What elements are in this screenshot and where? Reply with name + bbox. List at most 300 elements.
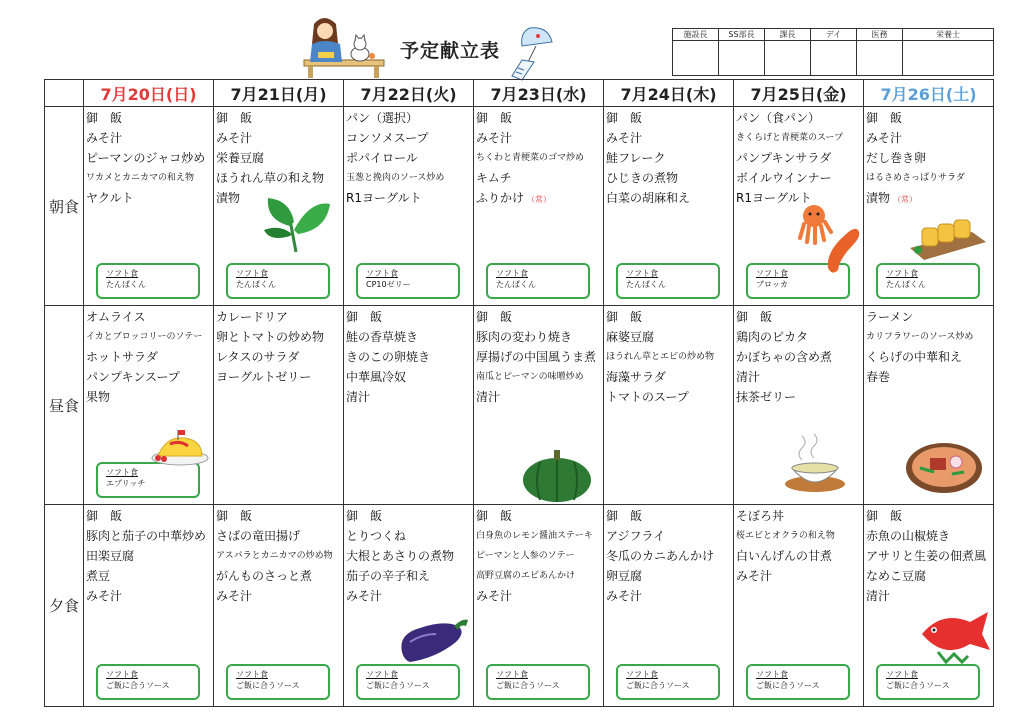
day-header: 7月26日(土) — [864, 80, 994, 107]
menu-item-text: 御 飯 — [736, 310, 773, 324]
day-header: 7月25日(金) — [734, 80, 864, 107]
menu-item-text: アサリと生姜の佃煮風 — [866, 549, 987, 563]
soft-food-label: ソフト食 — [756, 269, 788, 278]
menu-item-text: 豚肉の変わり焼き — [476, 330, 573, 344]
menu-item — [86, 188, 211, 208]
menu-item-text: 御 飯 — [216, 509, 253, 523]
soft-food-value: ご飯に合うソース — [106, 681, 170, 690]
menu-item — [606, 566, 731, 586]
menu-item — [346, 327, 471, 347]
menu-item — [866, 128, 991, 148]
menu-item — [216, 546, 341, 566]
spinach-illustration — [260, 190, 334, 260]
menu-item — [606, 188, 731, 208]
menu-cell — [864, 107, 994, 306]
menu-item-text: 桜エビとオクラの和え物 — [736, 531, 835, 541]
menu-item-text: 麻婆豆腐 — [606, 330, 655, 344]
soft-food-value: ご飯に合うソース — [626, 681, 690, 690]
menu-item-text: 御 飯 — [86, 111, 123, 125]
soft-food-value: たんぱくん — [886, 280, 926, 289]
menu-item — [736, 387, 861, 407]
soft-food-box — [486, 263, 590, 299]
menu-item — [346, 128, 471, 148]
corner-cell — [45, 80, 84, 107]
soft-food-value: ご飯に合うソース — [886, 681, 950, 690]
soup-bowl-illustration — [780, 432, 850, 498]
menu-item-text: ヨーグルトゼリー — [216, 370, 312, 384]
dashimaki-egg-illustration — [908, 214, 988, 268]
menu-item-text: 煮豆 — [86, 569, 111, 583]
approval-label: 栄養士 — [903, 29, 994, 41]
menu-item — [606, 307, 731, 327]
menu-table — [44, 79, 994, 707]
menu-item — [736, 108, 861, 128]
menu-item-text: 果物 — [86, 390, 111, 404]
soft-food-value: ご飯に合うソース — [756, 681, 820, 690]
menu-item — [476, 188, 601, 210]
menu-item-text: パン（選択） — [346, 111, 419, 125]
soft-food-value: たんぱくん — [496, 280, 536, 289]
menu-item-text: みそ汁 — [606, 589, 643, 603]
menu-item-text: 春巻 — [866, 370, 891, 384]
menu-item — [86, 566, 211, 586]
approval-box — [765, 41, 811, 76]
menu-item-text: 栄養豆腐 — [216, 151, 265, 165]
day-header: 7月22日(火) — [344, 80, 474, 107]
omurice-illustration — [146, 428, 210, 472]
menu-item-text: ポパイロール — [346, 151, 418, 165]
menu-item — [216, 347, 341, 367]
menu-item — [736, 128, 861, 148]
menu-item — [866, 307, 991, 327]
menu-item — [606, 526, 731, 546]
menu-item-text: 漬物 — [866, 191, 891, 205]
menu-item-list — [734, 505, 863, 586]
menu-item-text: ピーマンのジャコ炒め — [86, 151, 206, 165]
menu-item — [476, 148, 601, 168]
menu-item-text: ピーマンと人参のソテー — [476, 551, 575, 561]
menu-item — [606, 327, 731, 347]
meal-row — [45, 505, 994, 707]
menu-item-text: 冬瓜のカニあんかけ — [606, 549, 715, 563]
eggplant-illustration — [396, 612, 472, 668]
menu-item — [866, 506, 991, 526]
menu-item — [736, 526, 861, 546]
menu-cell — [474, 505, 604, 707]
menu-item — [866, 188, 991, 210]
menu-item-list — [734, 107, 863, 208]
menu-item — [866, 566, 991, 586]
soft-food-box — [226, 263, 330, 299]
menu-item — [476, 128, 601, 148]
soft-food-label: ソフト食 — [496, 670, 528, 679]
soft-food-value: ブロッカ — [756, 280, 788, 289]
menu-cell — [84, 306, 214, 505]
menu-item-text: 清汁 — [736, 370, 761, 384]
menu-item — [736, 506, 861, 526]
menu-item — [86, 586, 211, 606]
menu-item-text: 中華風冷奴 — [346, 370, 407, 384]
menu-item-text: そぼろ丼 — [736, 509, 785, 523]
menu-item — [606, 506, 731, 526]
approval-box — [903, 41, 994, 76]
menu-item-text: 御 飯 — [346, 509, 383, 523]
soft-food-box — [876, 263, 980, 299]
menu-item — [86, 546, 211, 566]
menu-item-list — [604, 107, 733, 208]
menu-item — [346, 168, 471, 188]
menu-item-text: 卵豆腐 — [606, 569, 643, 583]
menu-item-list — [864, 505, 993, 606]
menu-item-text: 大根とあさりの煮物 — [346, 549, 455, 563]
menu-item — [476, 168, 601, 188]
day-header: 7月24日(木) — [604, 80, 734, 107]
menu-item — [606, 546, 731, 566]
menu-item — [476, 387, 601, 407]
menu-item-text: 御 飯 — [606, 509, 643, 523]
menu-item-text: なめこ豆腐 — [866, 569, 927, 583]
menu-item-text: さばの竜田揚げ — [216, 529, 301, 543]
soft-food-label: ソフト食 — [886, 269, 918, 278]
menu-item-list — [474, 306, 603, 407]
menu-item-text: 清汁 — [346, 390, 371, 404]
menu-item — [216, 168, 341, 188]
menu-item-text: みそ汁 — [866, 131, 903, 145]
menu-item-text: パンプキンスープ — [86, 370, 180, 384]
approval-label: 施設長 — [673, 29, 719, 41]
menu-item — [866, 108, 991, 128]
menu-item-list — [214, 306, 343, 387]
soft-food-value: エプリッチ — [106, 479, 146, 488]
menu-item — [866, 367, 991, 387]
soft-food-box — [96, 664, 200, 700]
menu-cell — [604, 306, 734, 505]
menu-cell — [344, 107, 474, 306]
menu-item — [346, 387, 471, 407]
menu-item — [476, 108, 601, 128]
menu-item-list — [344, 306, 473, 407]
menu-item-text: 抹茶ゼリー — [736, 390, 797, 404]
menu-item — [86, 168, 211, 188]
soft-food-box — [226, 664, 330, 700]
menu-item-text: オムライス — [86, 310, 146, 324]
menu-item-text: ふりかけ — [476, 191, 525, 205]
menu-item-list — [214, 505, 343, 606]
menu-item — [216, 566, 341, 586]
soft-food-label: ソフト食 — [236, 670, 268, 679]
menu-item — [86, 128, 211, 148]
menu-item-list — [604, 505, 733, 606]
menu-item-text: 清汁 — [476, 390, 501, 404]
menu-item-list — [344, 107, 473, 208]
menu-item-text: ボイルウインナー — [736, 171, 832, 185]
soft-food-label: ソフト食 — [756, 670, 788, 679]
menu-item-text: ちくわと青梗菜のゴマ炒め — [476, 153, 585, 163]
menu-item-list — [474, 107, 603, 210]
approval-label: デイ — [811, 29, 857, 41]
meal-label: 朝食 — [45, 107, 84, 306]
menu-item-text: きのこの卵焼き — [346, 350, 431, 364]
menu-item-text: きくらげと青梗菜のスープ — [736, 133, 844, 143]
menu-item — [216, 586, 341, 606]
menu-item-text: みそ汁 — [476, 589, 513, 603]
approval-box — [811, 41, 857, 76]
menu-item-text: 漬物 — [216, 191, 241, 205]
soft-food-value: たんぱくん — [236, 280, 276, 289]
meal-label: 夕食 — [45, 505, 84, 707]
menu-item — [476, 586, 601, 606]
menu-item — [216, 307, 341, 327]
menu-item — [346, 526, 471, 546]
menu-item — [346, 108, 471, 128]
menu-cell — [604, 505, 734, 707]
menu-item-text: 御 飯 — [86, 509, 123, 523]
menu-item — [866, 168, 991, 188]
menu-item-text: 御 飯 — [606, 111, 643, 125]
approval-label: 医務 — [857, 29, 903, 41]
menu-item — [736, 367, 861, 387]
soft-food-box — [746, 664, 850, 700]
menu-item-text: 御 飯 — [606, 310, 643, 324]
menu-item-text: ホットサラダ — [86, 350, 158, 364]
soft-food-label: ソフト食 — [496, 269, 528, 278]
day-header: 7月20日(日) — [84, 80, 214, 107]
menu-item — [346, 148, 471, 168]
menu-item — [866, 526, 991, 546]
menu-item-text: ラーメン — [866, 310, 914, 324]
menu-item — [216, 506, 341, 526]
regular-diet-note: （常） — [893, 195, 918, 204]
menu-item-text: カレードリア — [216, 310, 289, 324]
menu-cell — [214, 306, 344, 505]
approval-box — [857, 41, 903, 76]
menu-item-text: ヤクルト — [86, 191, 134, 205]
menu-item — [216, 128, 341, 148]
menu-cell — [214, 505, 344, 707]
menu-cell — [344, 306, 474, 505]
soft-food-box — [616, 664, 720, 700]
soft-food-value: CP10ゼリー — [366, 280, 411, 289]
soft-food-label: ソフト食 — [626, 670, 658, 679]
menu-item-text: 鶏肉のピカタ — [736, 330, 809, 344]
menu-item — [736, 168, 861, 188]
menu-item — [866, 148, 991, 168]
soft-food-box — [356, 664, 460, 700]
meal-label: 昼食 — [45, 306, 84, 505]
menu-item-text: 白菜の胡麻和え — [606, 191, 691, 205]
menu-item-text: みそ汁 — [476, 131, 513, 145]
menu-item-text: 赤魚の山椒焼き — [866, 529, 951, 543]
menu-item — [866, 546, 991, 566]
menu-item — [736, 307, 861, 327]
menu-cell — [84, 505, 214, 707]
menu-item-text: 鮭の香草焼き — [346, 330, 419, 344]
menu-item-text: ほうれん草の和え物 — [216, 171, 325, 185]
menu-item-text: 厚揚げの中国風うま煮 — [476, 350, 597, 364]
girl-cat-illustration — [302, 14, 386, 84]
soft-food-label: ソフト食 — [236, 269, 268, 278]
menu-item-text: アスパラとカニカマの炒め物 — [216, 551, 333, 561]
soft-food-box — [616, 263, 720, 299]
approval-label: SS部長 — [719, 29, 765, 41]
menu-item — [216, 367, 341, 387]
menu-item — [216, 148, 341, 168]
menu-item — [476, 546, 601, 566]
menu-item — [346, 546, 471, 566]
menu-item-list — [734, 306, 863, 407]
menu-item-text: 御 飯 — [476, 111, 513, 125]
menu-item-text: 白身魚のレモン醤油ステーキ — [476, 531, 593, 541]
header-row — [45, 80, 994, 107]
meal-row — [45, 306, 994, 505]
soft-food-label: ソフト食 — [106, 670, 138, 679]
soft-food-label: ソフト食 — [626, 269, 658, 278]
menu-item-text: 茄子の辛子和え — [346, 569, 431, 583]
menu-cell — [474, 107, 604, 306]
approval-box — [673, 41, 719, 76]
menu-item — [606, 128, 731, 148]
menu-item — [476, 307, 601, 327]
menu-item-text: レタスのサラダ — [216, 350, 300, 364]
menu-item-text: 鮭フレーク — [606, 151, 666, 165]
menu-item-text: とりつくね — [346, 529, 407, 543]
menu-item-text: みそ汁 — [736, 569, 773, 583]
menu-item — [866, 347, 991, 367]
day-header: 7月21日(月) — [214, 80, 344, 107]
menu-item — [346, 506, 471, 526]
menu-item-text: くらげの中華和え — [866, 350, 963, 364]
menu-item — [216, 108, 341, 128]
menu-item — [736, 347, 861, 367]
menu-item-text: みそ汁 — [606, 131, 643, 145]
menu-item-text: ほうれん草とエビの炒め物 — [606, 352, 715, 362]
menu-cell — [84, 107, 214, 306]
menu-item — [606, 347, 731, 367]
menu-item-text: トマトのスープ — [606, 390, 689, 404]
approval-stamp-table — [672, 28, 994, 76]
menu-item — [476, 566, 601, 586]
menu-item-text: ひじきの煮物 — [606, 171, 679, 185]
soft-food-label: ソフト食 — [366, 670, 398, 679]
menu-item — [86, 148, 211, 168]
menu-item-text: だし巻き卵 — [866, 151, 927, 165]
menu-item-text: 田楽豆腐 — [86, 549, 135, 563]
day-header: 7月23日(水) — [474, 80, 604, 107]
menu-item — [86, 506, 211, 526]
soft-food-box — [96, 263, 200, 299]
menu-item — [606, 367, 731, 387]
menu-item — [86, 387, 211, 407]
wind-chime-illustration — [508, 22, 560, 86]
menu-item — [476, 327, 601, 347]
menu-item-text: カリフラワーのソース炒め — [866, 332, 974, 342]
menu-item-text: みそ汁 — [216, 589, 253, 603]
soft-food-box — [356, 263, 460, 299]
menu-item-list — [84, 107, 213, 208]
menu-item-text: キムチ — [476, 171, 512, 185]
menu-item-text: コンソメスープ — [346, 131, 429, 145]
menu-item-text: アジフライ — [606, 529, 666, 543]
menu-item — [346, 586, 471, 606]
menu-item-text: みそ汁 — [86, 131, 123, 145]
soft-food-value: ご飯に合うソース — [366, 681, 430, 690]
menu-item-text: みそ汁 — [346, 589, 383, 603]
octopus-sausage-illustration — [796, 200, 866, 280]
menu-item — [476, 526, 601, 546]
pumpkin-illustration — [520, 448, 594, 508]
menu-item-list — [474, 505, 603, 606]
soft-food-label: ソフト食 — [886, 670, 918, 679]
menu-item-list — [344, 505, 473, 606]
menu-item-text: 高野豆腐のエビあんかけ — [476, 571, 576, 581]
approval-box — [719, 41, 765, 76]
menu-item — [736, 148, 861, 168]
menu-item-text: パンプキンサラダ — [736, 151, 832, 165]
menu-item — [606, 586, 731, 606]
menu-item-text: 御 飯 — [476, 509, 513, 523]
menu-item-list — [864, 306, 993, 387]
menu-item — [476, 347, 601, 367]
menu-item-text: 豚肉と茄子の中華炒め — [86, 529, 207, 543]
soft-food-label: ソフト食 — [366, 269, 398, 278]
menu-item-text: R1ヨーグルト — [346, 191, 422, 205]
menu-item-text: ワカメとカニカマの和え物 — [86, 173, 195, 183]
menu-item-text: 玉葱と挽肉のソース炒め — [346, 173, 445, 183]
menu-item-text: 白いんげんの甘煮 — [736, 549, 833, 563]
menu-item-text: 南瓜とピーマンの味噌炒め — [476, 372, 584, 382]
menu-item-text: 御 飯 — [346, 310, 383, 324]
menu-item — [866, 327, 991, 347]
menu-item-list — [604, 306, 733, 407]
menu-cell — [734, 505, 864, 707]
menu-item — [606, 108, 731, 128]
menu-item-text: 御 飯 — [866, 111, 903, 125]
menu-item — [86, 367, 211, 387]
menu-item-text: みそ汁 — [86, 589, 123, 603]
page-title: 予定献立表 — [400, 40, 501, 62]
menu-item — [476, 367, 601, 387]
menu-item — [346, 367, 471, 387]
soft-food-value: ご飯に合うソース — [236, 681, 300, 690]
menu-item-list — [84, 505, 213, 606]
menu-item-text: R1ヨーグルト — [736, 191, 812, 205]
menu-item — [216, 526, 341, 546]
menu-item-text: 御 飯 — [216, 111, 253, 125]
menu-item — [86, 307, 211, 327]
menu-item-text: パン（食パン） — [736, 111, 821, 125]
menu-item-text: がんものさっと煮 — [216, 569, 313, 583]
menu-item — [736, 566, 861, 586]
menu-item — [866, 586, 991, 606]
menu-item-list — [84, 306, 213, 407]
menu-item-text: 卵とトマトの炒め物 — [216, 330, 325, 344]
menu-item — [86, 347, 211, 367]
menu-item — [346, 188, 471, 208]
menu-item-text: はるさめさっぱりサラダ — [866, 173, 965, 183]
menu-item-text: 御 飯 — [476, 310, 513, 324]
ramen-bowl-illustration — [902, 438, 986, 500]
menu-item — [736, 327, 861, 347]
menu-item-text: イカとブロッコリーのソテー — [86, 332, 203, 342]
menu-item — [606, 387, 731, 407]
regular-diet-note: （常） — [527, 195, 552, 204]
soft-food-label: ソフト食 — [106, 468, 138, 477]
approval-label: 課長 — [765, 29, 811, 41]
soft-food-label: ソフト食 — [106, 269, 138, 278]
menu-item-text: 御 飯 — [866, 509, 903, 523]
menu-item-text: みそ汁 — [216, 131, 253, 145]
soft-food-value: たんぱくん — [626, 280, 666, 289]
